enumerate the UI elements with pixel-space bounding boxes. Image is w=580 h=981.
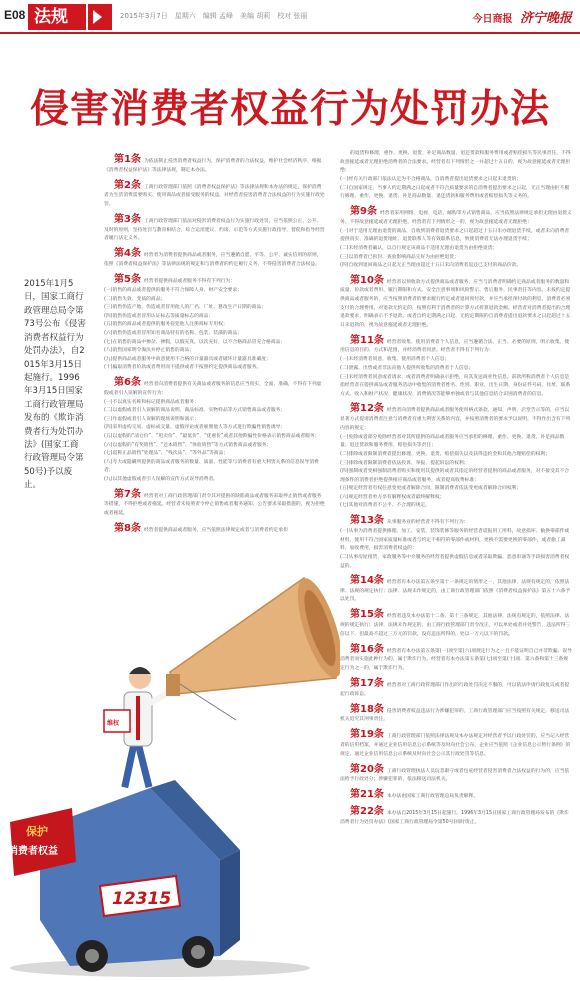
designer-credit: 美编 胡莉: [239, 12, 271, 20]
person-tie: [136, 696, 140, 740]
article-clause: (一)未经消费者同意，收集、使用消费者个人信息；: [340, 357, 450, 363]
article-number: 第22条: [350, 806, 384, 818]
article-text: 经营者对工商行政管理部门责令其对提供的缺陷商品或者服务采取停止销售或者服务等措施，不得拒绝或者拖延。经营者未按照责令停止销售或者服务通知、公告要求采取措施的，视为拒绝或者拖延。: [104, 493, 325, 516]
article-paragraph: [340, 802, 572, 827]
article-number: 第7条: [114, 488, 141, 500]
article-clause: (七)其他对消费者不公平、不合理的规定。: [340, 503, 431, 509]
newspaper-logo: 济宁晚报: [519, 11, 572, 26]
article-number: 第12条: [350, 403, 384, 415]
editor-credit: 编辑 孟峰: [202, 12, 233, 20]
article-paragraph: [104, 270, 326, 287]
article-text: 经营者提供商品或者服务不得有下列行为：: [143, 278, 236, 284]
article-clause: (三)销售伪造产地、伪造或者冒用他人的厂名、厂址、篡改生产日期的商品；: [104, 305, 267, 311]
article-text: 经营者采用网络、电视、电话、邮购等方式销售商品，应当依照法律规定承担无理由退货义务，不得故意拖延或者无理拒绝。经营者有下列情形之一的，视为故意拖延或者无理拒绝：: [340, 211, 572, 225]
person-leg-right: [135, 742, 153, 788]
article-number: 第17条: [350, 677, 384, 689]
article-clause: (九)以其他虚假或者引人误解的宣传方式误导消费者。: [104, 477, 219, 482]
article-clause: (七)在销售的商品中掺杂、掺假，以假充真，以次充好，以不合格商品冒充合格商品；: [104, 339, 286, 345]
megaphone-truck-illustration: [0, 560, 340, 981]
article-paragraph: [104, 485, 326, 519]
article-number: 第20条: [350, 763, 384, 775]
article-clause: (二)自国家规定、当事人约定期满之日起或者不符合质量要求的自消费者提出要求之日起，无正当理由拒不履行修理、重作、更换、退货、补足商品数量、退还货款和服务费用或者赔偿损失等义务的。: [340, 185, 570, 200]
article-number: 第14条: [350, 575, 384, 587]
article-clause: (三)作虚假或者引人误解的现场说明和演示；: [104, 416, 199, 422]
article-text: 经营者以预收款方式提供商品或者服务，应当与消费者明确约定商品或者服务的数量和质量、价款或者费用、履行期限和方式、安全注意事项和风险警示、售后服务、民事责任等内容。未按约定提供商品或者服务的，应当按照消费者的要求履行约定或者退回预付款，并应当承担预付款的利息、消费者必须支付的合理费用。对退款无约定的，按照有利于消费者的计算方式折算退款金额。经营者对消费者提出的合理退款要求，明确表示不予退款，或者自约定期满之日起、无约定期限的自消费者提出退款要求之日起超过十五日未退款的，视为故意拖延或者无理拒绝。: [340, 279, 571, 328]
article-clause: (四)强制或者变相强制消费者购买和使用其提供的或者其指定的经营者提供的商品或者服务，对不接受其不合理条件的消费者拒绝提供相应商品或者服务，或者提高收费标准；: [340, 469, 570, 483]
article-text: 经营者收集、使用消费者个人信息，应当遵循合法、正当、必要的原则，明示收集、使用信息的目的、方式和范围，并经消费者同意。经营者不得有下列行为：: [340, 339, 570, 354]
article-clause: (二)泄露、出售或者非法向他人提供所收集的消费者个人信息；: [340, 366, 474, 372]
headline: 侵害消费者权益行为处罚办法: [29, 87, 550, 132]
article-column-right: [340, 150, 572, 978]
article-text: 的退货和修理、重作、更换、退货、补足商品数量、退还货款和服务费用或者赔偿损失等民事责任，不得故意拖延或者无理拒绝消费者的合法要求。经营者有下列情形之一并超过十五日的，视为故意拖延或者无理拒绝：: [340, 151, 571, 174]
article-clause: (二)排除或者限制消费者提出修理、更换、退货、赔偿损失以及获得违约金和其他合理赔偿的权利；: [340, 451, 551, 457]
article-paragraph: [340, 674, 572, 699]
article-number: 第10条: [350, 274, 384, 286]
article-paragraph: [340, 150, 572, 176]
article-number: 第18条: [350, 703, 384, 715]
article-clause: (一)销售的商品或者提供的服务不符合保障人身、财产安全要求；: [104, 288, 243, 294]
truck-side: [220, 850, 240, 956]
article-clause: (一)不以真实名称和标记提供商品或者服务；: [104, 399, 199, 405]
article-clause: (五)以虚假的“清仓价”、“甩卖价”、“最低价”、“优惠价”或者其他欺骗性价格表示销售商品或者服务；: [104, 434, 320, 440]
page-code: E08: [4, 8, 26, 22]
article-text: 工商行政管理部门依照法律法规及本办法规定对经营者予以行政处罚的，应当记入经营者的信用档案，并通过企业信用信息公示系统等及时向社会公布。企业应当依照《企业信息公示暂行条例》的规定，通过企业信用信息公示系统及时向社会公示其行政处罚等信息。: [340, 734, 571, 757]
sidebar-note: 2015年1月5日，国家工商行政管理总局令第73号公布《侵害消费者权益行为处罚办法》，自2015年3月15日起施行。1996年3月15日国家工商行政管理局发布的《欺诈消费者行为处罚办法》(国家工商行政管理局令第50号)予以废止。: [24, 279, 86, 491]
article-clause: (十)骗取消费者价款或者费用而不提供或者不按照约定提供商品或者服务。: [104, 365, 262, 371]
article-paragraph: [340, 331, 572, 356]
article-paragraph: [104, 519, 326, 536]
article-text: 经营者对工商行政管理部门作出的行政处罚决定不服的，可以依法申请行政复议或者提起行政诉讼。: [340, 682, 570, 697]
article-clause: (一)免除或者部分免除经营者对其所提供的商品或者服务应当承担的修理、重作、更换、退货、补足商品数量、退还货款和服务费用、赔偿损失等责任；: [340, 434, 565, 449]
proofreader-credit: 校对 张丽: [277, 12, 308, 20]
article-paragraph: [104, 210, 326, 244]
article-clause: (二)以虚假或者引人误解的商品说明、商品标准、实物样品等方式销售商品或者服务；: [104, 408, 286, 414]
article-text: 工商行政管理部门依法对侵害消费者权益行为实施行政处罚，应当依照公正、公开、及时的原则，坚持处罚与教育相结合，综合运用建议、约谈、示范等方式实施行政指导，督促和指导经营者履行法定义务。: [104, 218, 325, 242]
article-text: 经营者有本办法第五条第(一)项至第(六)项规定行为之一且不能证明自己并非欺骗、误导消费者而实施此种行为的，属于欺诈行为。经营者有本办法第五条第(七)项至第(十)项、第六条和第十三条规定行为之一的，属于欺诈行为。: [340, 648, 572, 671]
article-clause: (七)谎称正品销售“处理品”、“残次品”、“等外品”等商品；: [104, 451, 229, 457]
article-clause: (八)销售国家明令淘汰并停止销售的商品；: [104, 348, 195, 354]
article-text: 为依法制止侵害消费者权益行为，保护消费者的合法权益，维护社会经济秩序，根据《消费者权益保护法》等法律法规，制定本办法。: [104, 159, 322, 173]
article-text: 经营者有本办法第五条至第十一条规定的情形之一，其他法律、法规有规定的，依照法律、法规的规定执行；法律、法规未作规定的，由工商行政管理部门依照《消费者权益保护法》第五十六条予以处罚。: [340, 580, 571, 603]
truck-banner-line1: 保护: [26, 825, 48, 838]
article-text: 工商行政管理执法人员玩忽职守或者包庇经营者侵害消费者合法权益的行为的，应当依法给予行政处分；涉嫌犯罪的，依法移送司法机关。: [340, 768, 570, 783]
article-paragraph: [104, 150, 326, 175]
article-clause: (三)未经消费者同意或者请求，或者消费者明确表示拒绝，向其发送商业性信息。前款所称消费者个人信息是指经营者在提供商品或者服务活动中收集的消费者姓名、性别、职业、出生日期、身份证件号码、住址、联系方式、收入和财产状况、健康状况、消费情况等能够单独或者与其他信息结合识别消费者的信息。: [340, 374, 571, 397]
article-number: 第6条: [114, 376, 141, 388]
article-number: 第5条: [114, 273, 141, 285]
article-number: 第15条: [350, 609, 384, 621]
article-clause: (六)以虚假的“有奖销售”、“还本销售”、“体验销售”等方式销售商品或者服务；: [104, 442, 272, 448]
article-number: 第11条: [350, 334, 384, 346]
article-paragraph: [104, 373, 326, 398]
article-number: 第2条: [114, 179, 141, 191]
article-clause: (二)未经消费者确认，以自行规定该商品不适用无理由退货为由拒绝退货；: [340, 245, 498, 251]
megaphone-handle: [166, 674, 180, 696]
article-paragraph: [340, 785, 572, 802]
article-paragraph: [340, 760, 572, 785]
article-clause: (一)经有关行政部门依法认定为不合格商品，自消费者提出退货要求之日起未退货的；: [340, 177, 522, 183]
article-paragraph: [340, 399, 572, 433]
article-text: 从事服务业的经营者不得有下列行为：: [386, 520, 469, 526]
article-text: 经营者向消费者提供商品或者服务使用格式条款、通知、声明、店堂告示等的，应当以显著方式提请消费者注意与消费者有重大利害关系的内容，并按照消费者的要求予以说明，不得作出含有下列内容的规定：: [340, 408, 571, 431]
article-text: 工商行政管理部门依照《消费者权益保护法》等法律法规和本办法的规定，保护消费者为生活消费需要购买、使用商品或者接受服务的权益，对经营者侵害消费者合法权益的行为实施行政处罚。: [104, 184, 325, 207]
article-paragraph: [340, 700, 572, 725]
page-header: [0, 0, 580, 34]
article-paragraph: [340, 640, 572, 674]
article-text: 侵害消费者权益违法行为涉嫌犯罪的，工商行政管理部门应当按照有关规定，移送司法机关追究其刑事责任。: [340, 708, 570, 723]
article-number: 第1条: [114, 154, 141, 165]
article-paragraph: [104, 176, 326, 210]
article-clause: (二)销售失效、变质的商品；: [104, 296, 166, 302]
article-clause: (三)排除或者限制消费者依法投诉、举报、提起诉讼的权利；: [340, 460, 469, 466]
section-title: 法规: [28, 4, 86, 30]
protest-sign-text: 维权: [107, 720, 120, 727]
article-number: 第4条: [114, 248, 141, 260]
person-leg-left: [121, 742, 137, 788]
article-text: 经营者向消费者提供有关商品或者服务的信息应当真实、全面、准确，不得有下列虚假或者引人误解的宣传行为：: [104, 381, 322, 396]
truck-hubcap-rear: [191, 945, 205, 959]
article-clause: (五)规定经营者有权任意变更或者解除合同，限制消费者依法变更或者解除合同权利；: [340, 486, 522, 492]
article-column-left: [104, 150, 326, 590]
article-clause: (四)采用虚构交易、虚标成交量、虚假评论或者雇佣他人等方式进行欺骗性销售诱导；: [104, 425, 286, 431]
article-text: 经营者为消费者提供商品或者服务，应当遵循自愿、平等、公平、诚实信用的原则，依照《消费者权益保护法》等法律法规的规定和与消费者的约定履行义务，不得侵害消费者合法权益。: [104, 253, 322, 267]
article-clause: (九)提供商品或者服务中故意使用不合格的计量器具或者破坏计量器具准确度；: [104, 356, 271, 362]
article-text: 经营者违反本办法第十二条、第十三条规定，其他法律、法规有规定的，依照法律、法规的规定执行；法律、法规未作规定的，由工商行政管理部门责令改正，可以单处或者并处警告，违法所得三倍以下、但最高不超过三万元的罚款，没有违法所得的，处以一万元以下的罚款。: [340, 614, 571, 637]
article-text: 经营者提供商品或者服务，应当依照法律规定或者与消费者约定承担: [143, 527, 288, 533]
article-text: 本办法由国家工商行政管理总局负责解释。: [386, 794, 479, 800]
masthead-brand: [473, 7, 573, 26]
person-hair: [129, 667, 151, 674]
article-paragraph: [340, 605, 572, 639]
article-clause: (六)规定经营者单方享有解释权或者最终解释权；: [340, 494, 445, 500]
article-clause: (六)销售伪造或者冒用知名商品特有的名称、包装、装潢的商品；: [104, 331, 243, 336]
article-number: 第19条: [350, 729, 384, 741]
issue-date: 2015年3月7日: [120, 12, 168, 20]
truck-banner-text: 消费者权益: [8, 846, 58, 857]
article-number: 第13条: [350, 515, 384, 527]
hotline-number: 12315: [112, 889, 172, 909]
article-clause: (四)自收到退回商品之日起无正当理由超过十五日未向消费者返还已支付的商品价款。: [340, 263, 522, 269]
section-arrow-icon: [88, 4, 112, 30]
article-clause: (五)销售的商品或者提供的服务侵犯他人注册商标专用权；: [104, 322, 228, 328]
truck-hubcap-front: [85, 949, 99, 963]
article-paragraph: [104, 244, 326, 269]
ground-shadow: [10, 959, 310, 977]
brand-label: 今日商报: [472, 14, 513, 25]
article-number: 第21条: [350, 789, 384, 801]
article-number: 第16条: [350, 643, 384, 655]
article-clause: (一)对于适用无理由退货的商品，自收到消费者退货要求之日起超过十五日未办理退货手续，或者未向消费者提供真实、准确的退货地址、退货联系人等有效联系信息，致使消费者无法办理退货手续；: [340, 228, 570, 243]
article-paragraph: [340, 511, 572, 528]
article-clause: (一)从事为消费者提供修理、加工、安装、装饰装修等服务的经营者谎报用工用料，故意损坏、偷换零部件或材料，使用不符合国家质量标准或者与约定不相符的零部件或材料，更换不需要更换的零部件，或者偷工减料、加收费用，损害消费者权益的；: [340, 529, 570, 552]
article-number: 第8条: [114, 522, 141, 534]
article-paragraph: [340, 571, 572, 605]
article-paragraph: [340, 202, 572, 227]
issue-weekday: 星期六: [174, 12, 196, 20]
article-clause: (八)夸大或隐瞒所提供的商品或者服务的数量、质量、性能等与消费者有重大利害关系的信息误导消费者；: [104, 459, 319, 474]
article-clause: (三)以消费者已拆封、查验影响商品完好为由拒绝退货；: [340, 254, 459, 260]
issue-meta: [120, 11, 307, 21]
article-clause: (二)从事房屋租赁、家政服务等中介服务的经营者提供虚假信息或者采取欺骗、恶意串通等手段损害消费者权益的。: [340, 554, 570, 569]
article-number: 第3条: [114, 213, 141, 225]
article-number: 第9条: [350, 206, 377, 218]
article-paragraph: [340, 271, 572, 331]
article-text: 本办法自2015年3月15日起施行。1996年3月15日国家工商行政管理局发布的《欺诈消费者行为处罚办法》(国家工商行政管理局令第50号)同时废止。: [340, 811, 569, 825]
article-paragraph: [340, 725, 572, 759]
article-clause: (四)销售伪造或者冒用认证标志等质量标志的商品；: [104, 313, 214, 319]
